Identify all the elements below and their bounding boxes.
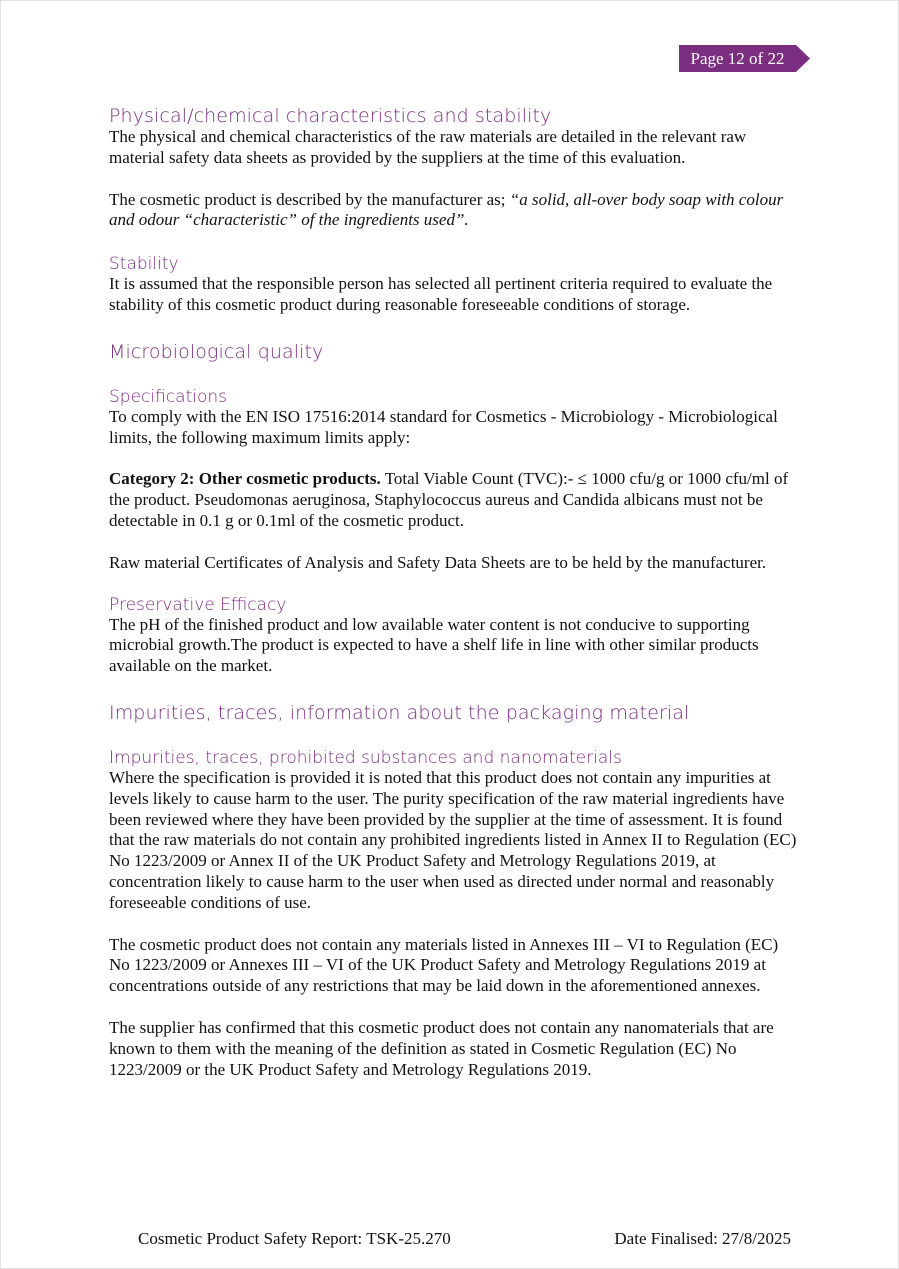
category-limits: Total Viable Count (TVC):- ≤ 1000 cfu/g or 1000 cfu/ml of the product. Pseudomonas aeruginosa, Staphylococcus aureus and Candida albicans must not be detectable in 0.1 g or 0.1ml of the cosmetic product. <box>109 469 789 530</box>
page-number-badge <box>679 45 810 72</box>
page-number-text: Page 12 of 22 <box>690 49 785 68</box>
stability-paragraph: It is assumed that the responsible person has selected all pertinent criteria required to evaluate the stability of this cosmetic product during reasonable foreseeable conditions of storage. <box>109 274 773 314</box>
impurities-subheading: Impurities, traces, prohibited substances and nanomaterials <box>109 747 622 768</box>
category-label: Category 2: Other cosmetic products. <box>109 469 381 489</box>
document-body <box>109 105 799 1080</box>
specifications-paragraph-2 <box>109 469 799 531</box>
product-description-prefix: The cosmetic product is described by the manufacturer as; <box>109 189 510 209</box>
impurities-heading: Impurities, traces, information about the packaging material <box>109 701 690 724</box>
impurities-paragraph-2: The cosmetic product does not contain any materials listed in Annexes III – VI to Regulation (EC) No 1223/2009 or Annexes III – VI of the UK Product Safety and Metrology Regulations 2019 at concentrations outside of any restrictions that may be laid down in the aforementioned annexes. <box>109 934 779 996</box>
footer-report-id: Cosmetic Product Safety Report: TSK-25.270 <box>138 1229 451 1248</box>
specifications-heading: Specifications <box>109 386 228 407</box>
physical-paragraph-2 <box>109 190 799 232</box>
specifications-paragraph-3: Raw material Certificates of Analysis and Safety Data Sheets are to be held by the manufacturer. <box>109 552 767 572</box>
physical-chemical-heading: Physical/chemical characteristics and stability <box>109 105 552 127</box>
preservative-efficacy-heading: Preservative Efficacy <box>109 594 287 615</box>
product-description-quote: “a solid, all-over body soap with colour and odour “characteristic” of the ingredients used”. <box>109 189 784 230</box>
impurities-paragraph-3: The supplier has confirmed that this cosmetic product does not contain any nanomaterials that are known to them with the meaning of the definition as stated in Cosmetic Regulation (EC) No 1223/2009 or the UK Product Safety and Metrology Regulations 2019. <box>109 1017 774 1079</box>
footer-date-finalised: Date Finalised: 27/8/2025 <box>614 1229 791 1248</box>
specifications-paragraph-1: To comply with the EN ISO 17516:2014 standard for Cosmetics - Microbiology - Microbiological limits, the following maximum limits apply: <box>109 406 778 447</box>
impurities-paragraph-1: Where the specification is provided it is noted that this product does not contain any impurities at levels likely to cause harm to the user. The purity specification of the raw material ingredients have been reviewed where they have been provided by the supplier at the time of assessment. It is found that the raw materials do not contain any prohibited ingredients listed in Annex II to Regulation (EC) No 1223/2009 or Annex II of the UK Product Safety and Metrology Regulations 2019, at concentration likely to cause harm to the user when used as directed under normal and reasonably foreseeable conditions of use. <box>109 767 797 912</box>
physical-paragraph-1: The physical and chemical characteristics of the raw materials are detailed in the relevant raw material safety data sheets as provided by the suppliers at the time of this evaluation. <box>109 127 747 167</box>
stability-heading: Stability <box>109 254 179 275</box>
microbiological-quality-heading: Microbiological quality <box>109 340 324 363</box>
preservative-efficacy-paragraph: The pH of the finished product and low available water content is not conducive to supporting microbial growth.The product is expected to have a shelf life in line with other similar products available on the market. <box>109 614 759 676</box>
